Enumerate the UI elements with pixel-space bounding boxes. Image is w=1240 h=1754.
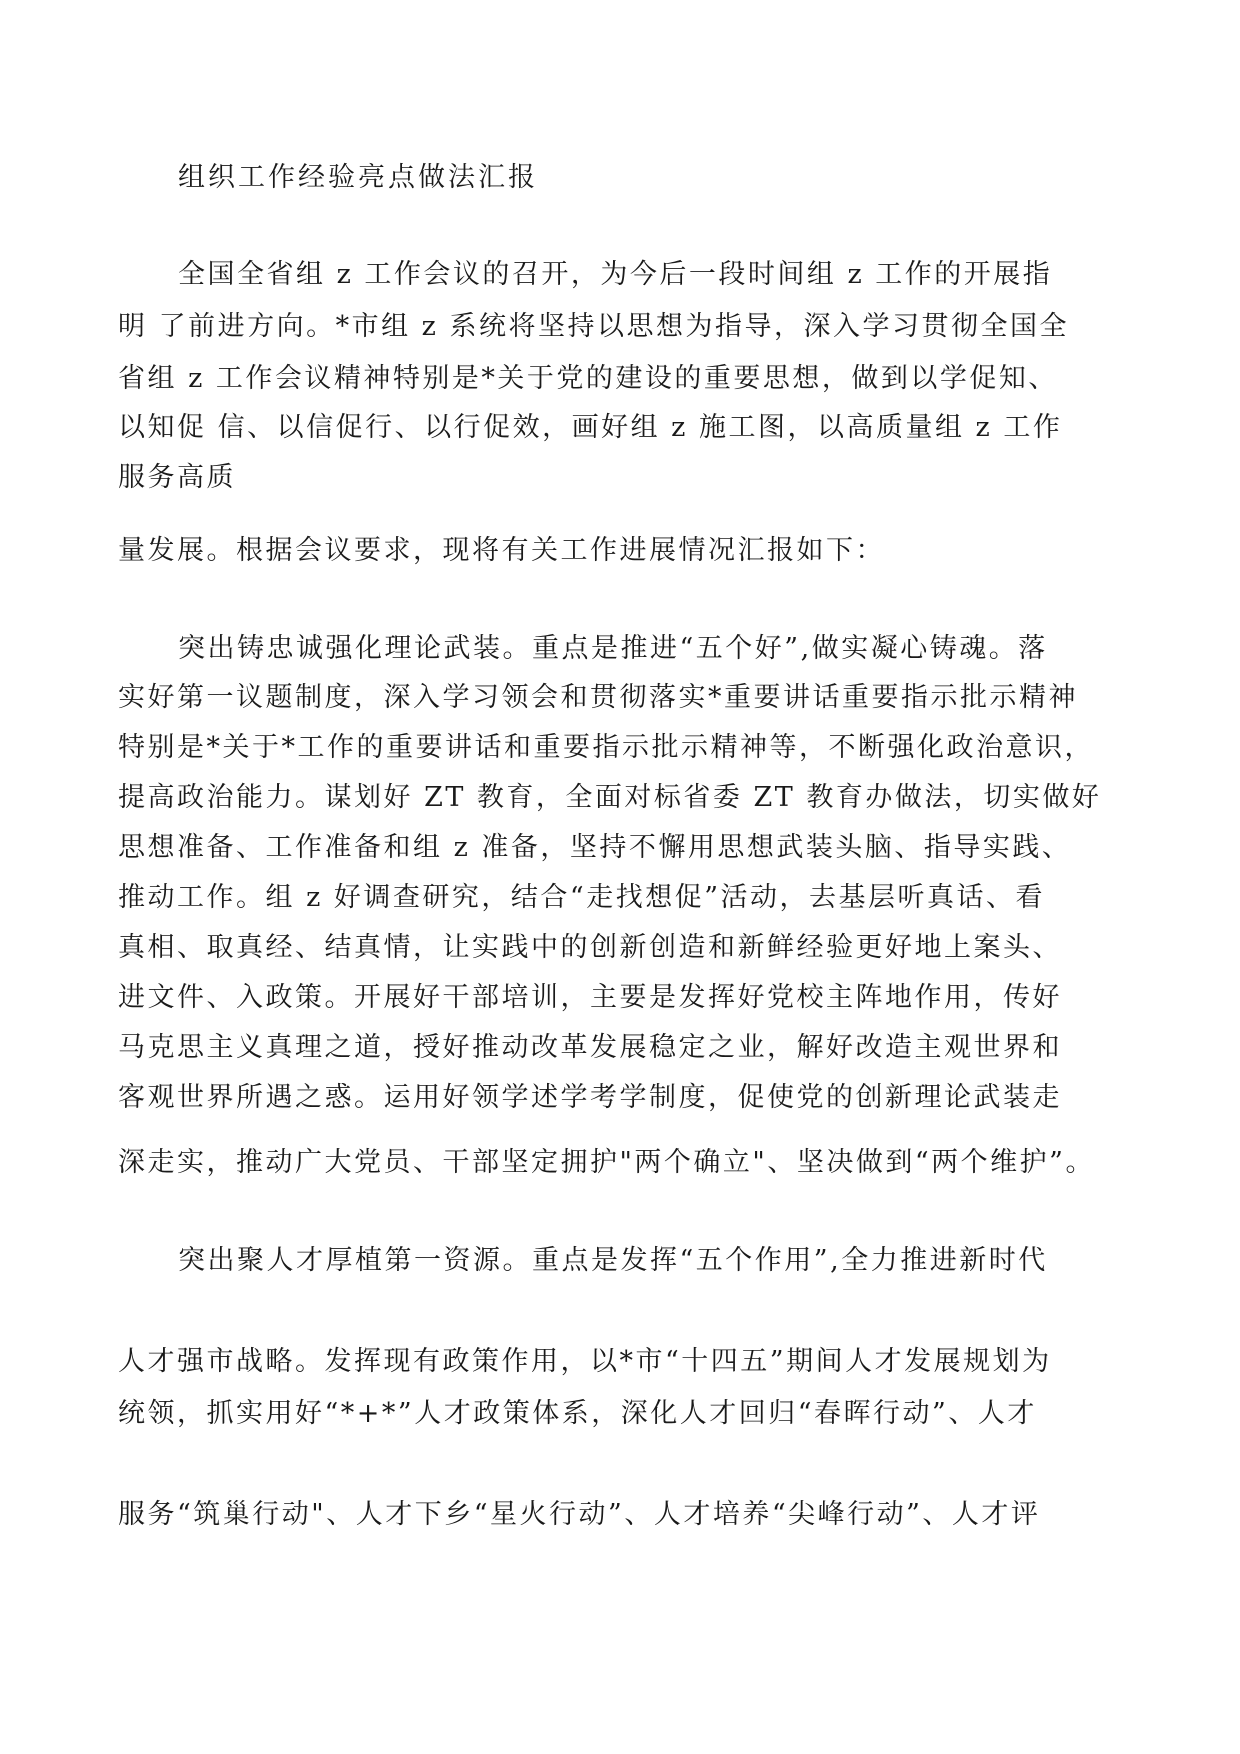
section1-line-2: 实好第一议题制度，深入学习领会和贯彻落实*重要讲话重要指示批示精神 xyxy=(118,682,1078,713)
section1-line-9: 马克思主义真理之道，授好推动改革发展稳定之业，解好改造主观世界和 xyxy=(118,1032,1062,1063)
section1-line-4: 提高政治能力。谋划好 ZT 教育，全面对标省委 ZT 教育办做法，切实做好 xyxy=(118,782,1102,813)
section1-line-6: 推动工作。组 z 好调查研究，结合“走找想促”活动，去基层听真话、看 xyxy=(118,882,1045,913)
intro-line-2: 明 了前进方向。*市组 z 系统将坚持以思想为指导，深入学习贯彻全国全 xyxy=(118,311,1069,342)
section1-line-11: 深走实，推动广大党员、干部坚定拥护"两个确立"、坚决做到“两个维护”。 xyxy=(118,1147,1095,1178)
intro-line-4: 以知促 信、以信促行、以行促效，画好组 z 施工图，以高质量组 z 工作 xyxy=(118,412,1063,443)
section1-line-7: 真相、取真经、结真情，让实践中的创新创造和新鲜经验更好地上案头、 xyxy=(118,932,1062,963)
section1-line-10: 客观世界所遇之惑。运用好领学述学考学制度，促使党的创新理论武装走 xyxy=(118,1082,1062,1113)
intro-line-5: 服务高质 xyxy=(118,462,236,493)
section2-line-1: 突出聚人才厚植第一资源。重点是发挥“五个作用”,全力推进新时代 xyxy=(178,1245,1048,1276)
intro-line-1: 全国全省组 z 工作会议的召开，为今后一段时间组 z 工作的开展指 xyxy=(178,259,1053,290)
section1-line-3: 特别是*关于*工作的重要讲话和重要指示批示精神等，不断强化政治意识， xyxy=(118,732,1094,763)
section2-line-2: 人才强市战略。发挥现有政策作用，以*市“十四五”期间人才发展规划为 xyxy=(118,1346,1052,1377)
section1-line-1: 突出铸忠诚强化理论武装。重点是推进“五个好”,做实凝心铸魂。落 xyxy=(178,633,1048,664)
section1-line-5: 思想准备、工作准备和组 z 准备，坚持不懈用思想武装头脑、指导实践、 xyxy=(118,832,1072,863)
section2-line-3: 统领，抓实用好“*+*”人才政策体系，深化人才回归“春晖行动”、人才 xyxy=(118,1398,1037,1429)
section1-line-8: 进文件、入政策。开展好干部培训，主要是发挥好党校主阵地作用，传好 xyxy=(118,982,1062,1013)
intro-continuation: 量发展。根据会议要求，现将有关工作进展情况汇报如下： xyxy=(118,535,885,566)
section2-line-4: 服务“筑巢行动"、人才下乡“星火行动”、人才培养“尖峰行动”、人才评 xyxy=(118,1499,1041,1530)
document-title: 组织工作经验亮点做法汇报 xyxy=(178,162,538,193)
intro-line-3: 省组 z 工作会议精神特别是*关于党的建设的重要思想，做到以学促知、 xyxy=(118,363,1058,394)
